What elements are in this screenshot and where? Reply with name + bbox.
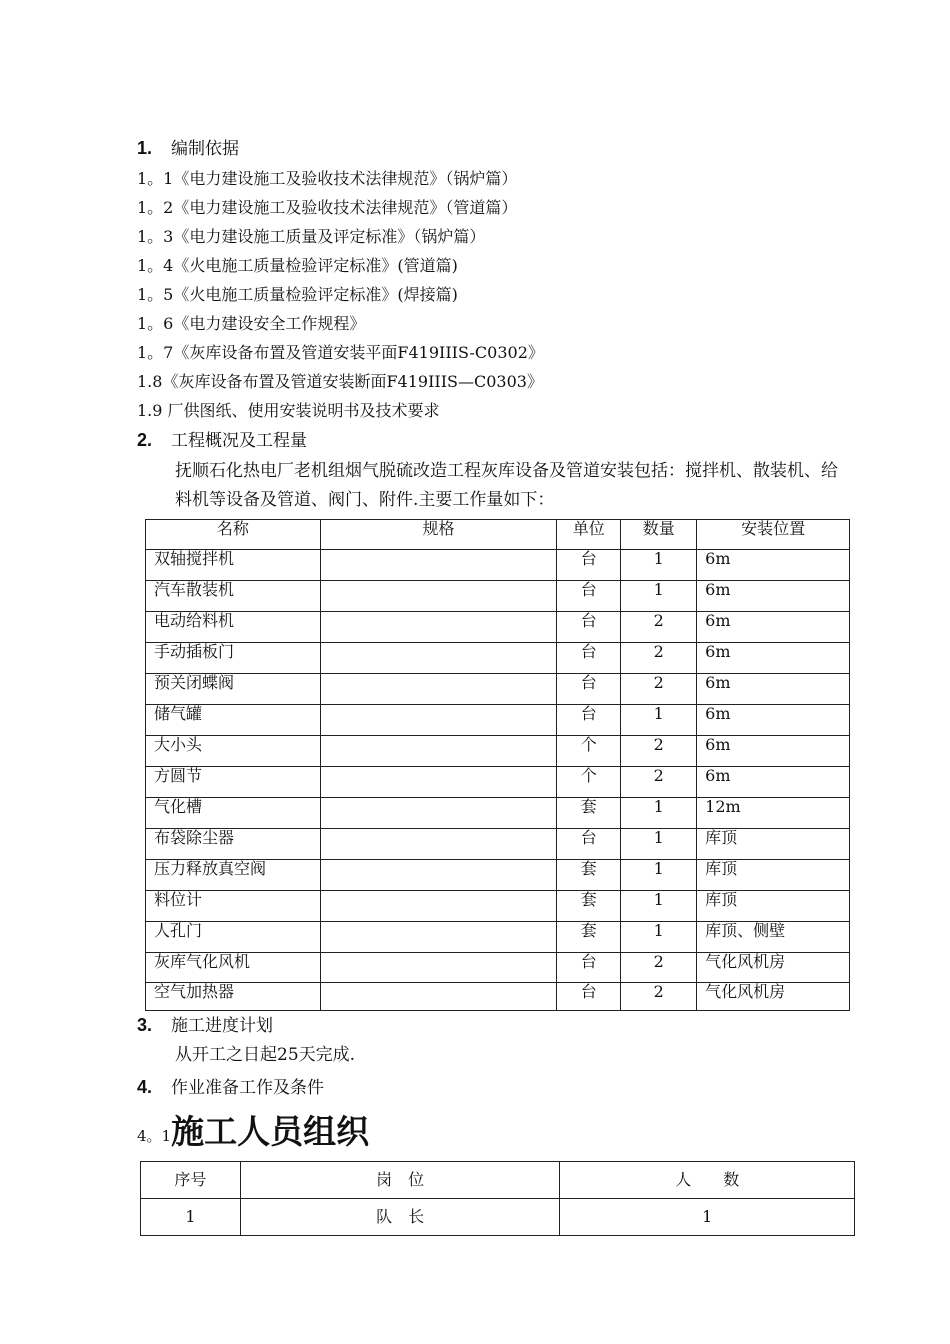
section-title: 工程概况及工程量 [171,431,307,451]
section-number: 3. [137,1015,153,1035]
item-location: 6m [697,736,850,767]
table-row [146,798,850,829]
item-unit: 台 [557,953,621,983]
item-name: 手动插板门 [146,643,321,674]
item-quantity: 2 [621,983,697,1011]
item-quantity: 1 [621,798,697,829]
table-row [146,922,850,953]
item-name: 储气罐 [146,705,321,736]
item-quantity: 1 [621,922,697,953]
column-header: 人 数 [560,1162,855,1199]
item-name: 布袋除尘器 [146,829,321,860]
reference-item: 1。7《灰库设备布置及管道安装平面F419IIIS-C0302》 [137,343,544,362]
item-unit: 套 [557,891,621,922]
item-spec [320,983,557,1011]
item-unit: 套 [557,922,621,953]
item-location: 6m [697,705,850,736]
section-title: 作业准备工作及条件 [171,1078,324,1098]
item-location: 气化风机房 [697,983,850,1011]
reference-item: 1。2《电力建设施工及验收技术法律规范》（管道篇） [137,198,518,217]
item-spec [320,798,557,829]
table-header-row [141,1162,855,1199]
overview-text: 抚顺石化热电厂老机组烟气脱硫改造工程灰库设备及管道安装包括：搅拌机、散装机、给料机等设备及管道、阀门、附件.主要工作量如下： [175,461,838,510]
item-quantity: 1 [621,705,697,736]
table-row [146,891,850,922]
item-unit: 套 [557,860,621,891]
item-spec [320,860,557,891]
table-row [146,550,850,581]
table-row [146,767,850,798]
column-header: 序号 [141,1162,241,1199]
section-2-heading [137,428,307,453]
table-row [146,612,850,643]
item-spec [320,674,557,705]
column-header: 名称 [146,520,321,550]
item-name: 大小头 [146,736,321,767]
section-number: 2. [137,430,153,450]
item-quantity: 1 [621,891,697,922]
item-name: 灰库气化风机 [146,953,321,983]
item-unit: 台 [557,983,621,1011]
item-spec [320,643,557,674]
staff-table [140,1161,855,1236]
item-name: 人孔门 [146,922,321,953]
workload-table [145,519,850,1011]
table-row [146,829,850,860]
schedule-text: 从开工之日起25天完成. [175,1045,356,1065]
item-location: 12m [697,798,850,829]
reference-item: 1。6《电力建设安全工作规程》 [137,314,366,333]
table-row [146,736,850,767]
item-unit: 台 [557,674,621,705]
section-1-heading [137,136,239,161]
item-spec [320,550,557,581]
item-location: 6m [697,767,850,798]
item-spec [320,581,557,612]
item-name: 方圆节 [146,767,321,798]
item-spec [320,612,557,643]
item-location: 库顶 [697,891,850,922]
section-4-heading [137,1075,324,1100]
reference-item: 1.9 厂供图纸、使用安装说明书及技术要求 [137,401,440,420]
item-name: 双轴搅拌机 [146,550,321,581]
item-quantity: 2 [621,736,697,767]
item-name: 空气加热器 [146,983,321,1011]
section-title: 施工进度计划 [171,1016,273,1036]
subsection-number: 4。1 [137,1127,172,1145]
staff-index: 1 [141,1199,241,1236]
item-location: 6m [697,612,850,643]
reference-item: 1。1《电力建设施工及验收技术法律规范》（锅炉篇） [137,169,518,188]
item-location: 库顶、侧壁 [697,922,850,953]
staff-count: 1 [560,1199,855,1236]
table-row [146,705,850,736]
reference-item: 1。5《火电施工质量检验评定标准》(焊接篇) [137,285,458,304]
subsection-4-1-heading [137,1106,369,1153]
table-header-row [146,520,850,550]
item-location: 库顶 [697,860,850,891]
item-quantity: 2 [621,674,697,705]
reference-item: 1。4《火电施工质量检验评定标准》(管道篇) [137,256,458,275]
item-quantity: 2 [621,643,697,674]
item-unit: 台 [557,612,621,643]
item-unit: 台 [557,581,621,612]
item-quantity: 2 [621,612,697,643]
staff-position: 队 长 [240,1199,560,1236]
table-row [146,983,850,1011]
subsection-title: 施工人员组织 [171,1112,370,1151]
item-name: 压力释放真空阀 [146,860,321,891]
item-quantity: 1 [621,581,697,612]
column-header: 规格 [320,520,557,550]
item-quantity: 1 [621,829,697,860]
column-header: 数量 [621,520,697,550]
section-title: 编制依据 [171,139,239,159]
item-location: 6m [697,674,850,705]
item-name: 预关闭蝶阀 [146,674,321,705]
item-unit: 台 [557,550,621,581]
reference-item: 1。3《电力建设施工质量及评定标准》（锅炉篇） [137,227,486,246]
item-unit: 个 [557,736,621,767]
table-row [141,1199,855,1236]
item-spec [320,736,557,767]
item-unit: 台 [557,643,621,674]
column-header: 单位 [557,520,621,550]
item-name: 汽车散装机 [146,581,321,612]
item-quantity: 1 [621,550,697,581]
table-row [146,643,850,674]
column-header: 岗 位 [240,1162,560,1199]
item-unit: 个 [557,767,621,798]
column-header: 安装位置 [697,520,850,550]
item-spec [320,705,557,736]
table-row [146,953,850,983]
table-row [146,581,850,612]
item-location: 6m [697,643,850,674]
item-quantity: 2 [621,953,697,983]
item-quantity: 1 [621,860,697,891]
table-row [146,674,850,705]
item-spec [320,829,557,860]
reference-item: 1.8《灰库设备布置及管道安装断面F419IIIS—C0303》 [137,372,543,391]
item-name: 气化槽 [146,798,321,829]
item-name: 电动给料机 [146,612,321,643]
overview-paragraph [137,457,849,515]
item-spec [320,767,557,798]
section-3-heading [137,1013,273,1038]
item-spec [320,891,557,922]
table-row [146,860,850,891]
section-number: 1. [137,138,153,158]
item-quantity: 2 [621,767,697,798]
item-spec [320,953,557,983]
item-location: 气化风机房 [697,953,850,983]
item-location: 库顶 [697,829,850,860]
section-number: 4. [137,1077,153,1097]
item-name: 料位计 [146,891,321,922]
item-spec [320,922,557,953]
item-location: 6m [697,581,850,612]
item-unit: 台 [557,705,621,736]
item-unit: 套 [557,798,621,829]
item-location: 6m [697,550,850,581]
item-unit: 台 [557,829,621,860]
